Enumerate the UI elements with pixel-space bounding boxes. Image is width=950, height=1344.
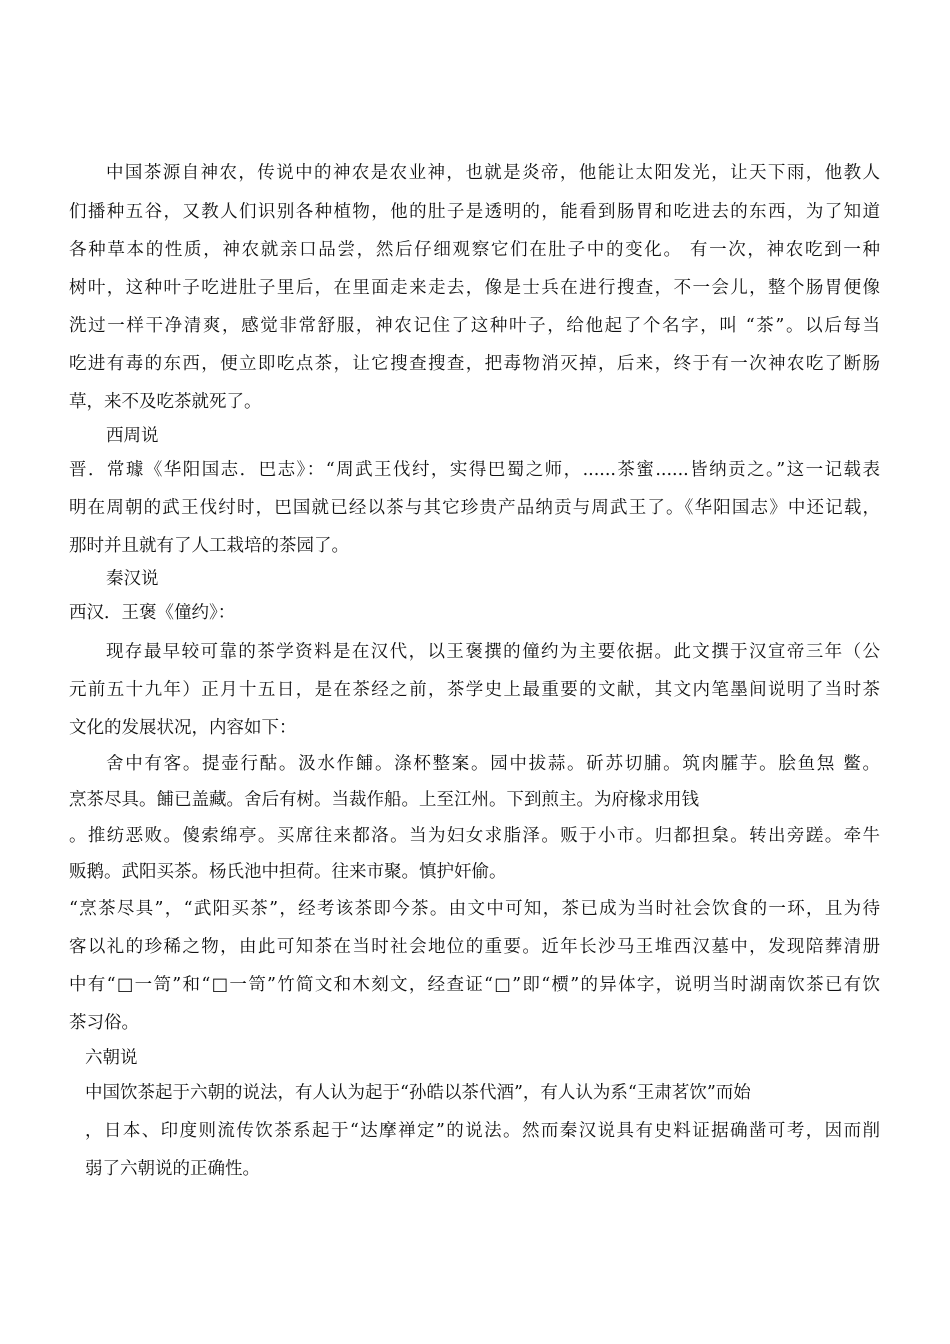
heading-xizhou: 西周说 [106, 426, 159, 446]
paragraph-qinhan-line: 文化的发展状况，内容如下： [69, 718, 297, 738]
paragraph-liuchao-line: 弱了六朝说的正确性。 [85, 1159, 260, 1179]
paragraph-shennong-line: 吃进有毒的东西，便立即吃点茶，让它搜查搜查，把毒物消灭掉，后来，终于有一次神农吃了断肠 [69, 354, 880, 374]
quote-tongyue-line: 烹茶尽具。餔已盖藏。舍后有树。当裁作船。上至江州。下到煎主。为府椽求用钱 [69, 790, 699, 810]
paragraph-shennong-line: 中国茶源自神农，传说中的神农是农业神，也就是炎帝，他能让太阳发光，让天下雨，他教人 [106, 163, 880, 183]
paragraph-xizhou-line: 晋．常璩《华阳国志．巴志》：“周武王伐纣，实得巴蜀之师，......茶蜜......皆纳贡之。”这一记载表 [69, 460, 880, 480]
source-qinhan: 西汉．王褒《僮约》： [69, 603, 236, 623]
paragraph-xizhou-line: 那时并且就有了人工栽培的茶园了。 [69, 536, 349, 556]
paragraph-analysis-line: 客以礼的珍稀之物，由此可知茶在当时社会地位的重要。近年长沙马王堆西汉墓中，发现陪葬清册 [69, 937, 880, 957]
quote-tongyue-line: 舍中有客。提壶行酤。汲水作餔。涤杯整案。园中拔蒜。斫苏切脯。筑肉臛芋。脍鱼炰 鳖。 [106, 754, 880, 774]
paragraph-analysis-line: “烹茶尽具”，“武阳买茶”，经考该茶即今茶。由文中可知，茶已成为当时社会饮食的一环，且为待 [69, 899, 880, 919]
paragraph-shennong-line: 洗过一样干净清爽，感觉非常舒服，神农记住了这种叶子，给他起了个名字，叫 “茶”。以后每当 [69, 316, 880, 336]
paragraph-liuchao-line: ，日本、印度则流传饮茶系起于“达摩禅定”的说法。然而秦汉说具有史料证据确凿可考，因而削 [85, 1121, 880, 1141]
paragraph-shennong-line: 们播种五谷，又教人们识别各种植物，他的肚子是透明的，能看到肠胃和吃进去的东西，为了知道 [69, 202, 880, 222]
paragraph-analysis-line: 茶习俗。 [69, 1013, 139, 1033]
quote-tongyue-line: 。推纺恶败。傻索绵亭。买席往来都洛。当为妇女求脂泽。贩于小市。归都担枲。转出旁蹉。牵牛 [69, 826, 880, 846]
paragraph-xizhou-line: 明在周朝的武王伐纣时，巴国就已经以茶与其它珍贵产品纳贡与周武王了。《华阳国志》中还记载， [69, 498, 880, 518]
paragraph-shennong-line: 各种草本的性质，神农就亲口品尝，然后仔细观察它们在肚子中的变化。 有一次，神农吃到一种 [69, 240, 880, 260]
paragraph-liuchao-line: 中国饮茶起于六朝的说法，有人认为起于“孙皓以茶代酒”，有人认为系“王肃茗饮”而始 [85, 1083, 751, 1103]
paragraph-qinhan-line: 现存最早较可靠的茶学资料是在汉代，以王褒撰的僮约为主要依据。此文撰于汉宣帝三年（公 [106, 642, 880, 662]
heading-qinhan: 秦汉说 [106, 569, 159, 589]
quote-tongyue-line: 贩鹅。武阳买茶。杨氏池中担荷。往来市聚。慎护奸偷。 [69, 862, 507, 882]
paragraph-shennong-line: 树叶，这种叶子吃进肚子里后，在里面走来走去，像是士兵在进行搜查，不一会儿，整个肠胃便像 [69, 278, 880, 298]
paragraph-shennong-line: 草，来不及吃茶就死了。 [69, 392, 262, 412]
heading-liuchao: 六朝说 [85, 1048, 138, 1068]
paragraph-qinhan-line: 元前五十九年）正月十五日，是在茶经之前，茶学史上最重要的文献，其文内笔墨间说明了当时茶 [69, 680, 880, 700]
paragraph-analysis-line: 中有“□一笥”和“□一笥”竹简文和木刻文，经查证“□”即“槚”的异体字，说明当时湖南饮茶已有饮 [69, 975, 880, 995]
